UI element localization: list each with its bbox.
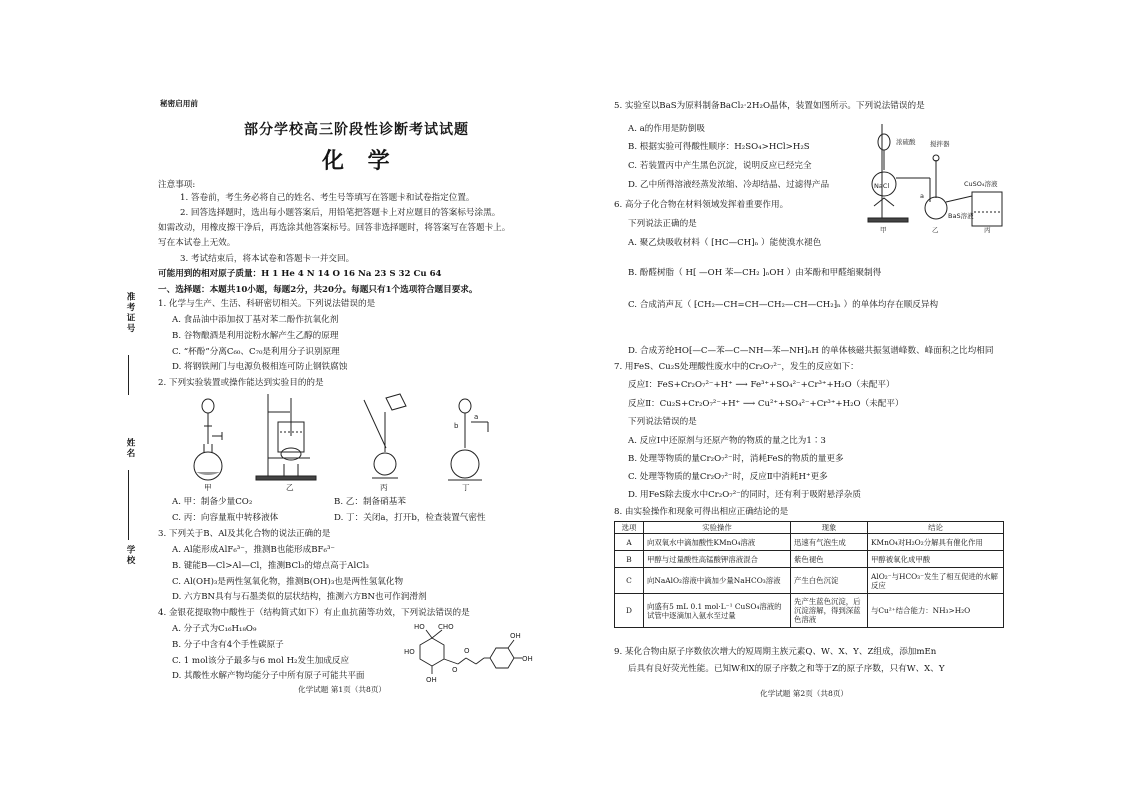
notice-line: 如需改动，用橡皮擦干净后，再选涂其他答案标号。回答非选择题时，将答案写在答题卡上。 (158, 223, 511, 233)
q1-option-b: B. 谷物酿酒是利用淀粉水解产生乙醇的原理 (172, 331, 339, 341)
table-row (615, 534, 1004, 551)
q2-apparatus-figure (160, 392, 500, 492)
subject-title: 化 学 (322, 148, 398, 174)
confidential-label: 秘密启用前 (160, 99, 198, 108)
table-cell: A (615, 534, 644, 551)
svg-text:a: a (474, 413, 479, 421)
q4-option-d: D. 其酸性水解产物均能分子中所有原子可能共平面 (172, 671, 365, 681)
struct-label: OH (510, 632, 521, 640)
q3-option-c: C. Al(OH)₃是两性氢氧化物，推测B(OH)₃也是两性氢氧化物 (172, 577, 404, 587)
cyclohexane-ring (420, 638, 444, 666)
exam-title: 部分学校高三阶段性诊断考试试题 (244, 122, 469, 138)
q9-line-1: 9. 某化合物由原子序数依次增大的短周期主族元素Q、W、X、Y、Z组成，添加mEn (614, 647, 937, 657)
table-row (615, 594, 1004, 628)
q8-stem: 8. 由实验操作和现象可得出相应正确结论的是 (614, 507, 789, 517)
q2-label-yi: 乙 (286, 483, 294, 492)
q7-reaction-1: 反应Ⅰ：FeS+Cr₂O₇²⁻+H⁺ ⟶ Fe³⁺+SO₄²⁻+Cr³⁺+H₂O（未配平） (628, 380, 895, 390)
binding-name-label: 姓名 (125, 438, 135, 459)
q1-option-d: D. 将钢铁闸门与电源负极相连可防止钢铁腐蚀 (172, 362, 348, 372)
q1-option-c: C. “杯酚”分离C₆₀、C₇₀是利用分子识别原理 (172, 347, 340, 357)
q3-option-b: B. 键能B—Cl>Al—Cl，推测BCl₃的熔点高于AlCl₃ (172, 561, 369, 571)
q4-option-c: C. 1 mol该分子最多与6 mol H₂发生加成反应 (172, 656, 350, 666)
notice-line: 1. 答卷前，考生务必将自己的姓名、考生号等填写在答题卡和试卷指定位置。 (180, 193, 475, 203)
binding-line (128, 470, 129, 540)
fig-label: 搅拌器 (930, 140, 950, 148)
table-cell: 甲醇被氧化成甲酸 (868, 551, 1004, 568)
fig-label: 甲 (880, 226, 887, 234)
table-row (615, 568, 1004, 594)
section-one-heading: 一、选择题：本题共10小题，每题2分，共20分。每题只有1个选项符合题目要求。 (158, 285, 478, 295)
page-1-footer: 化学试题 第1页（共8页） (298, 685, 387, 694)
struct-label: HO (414, 623, 425, 631)
fig-label: 浓硫酸 (896, 138, 916, 146)
fig-label: a (920, 192, 924, 200)
q4-stem: 4. 金银花提取物中酸性于（结构简式如下）有止血抗菌等功效，下列说法错误的是 (158, 608, 470, 618)
binding-line (128, 355, 129, 395)
table-cell: 向盛有5 mL 0.1 mol·L⁻¹ CuSO₄溶液的试管中逐滴加入氨水至过量 (644, 594, 791, 628)
fig-label: 丙 (984, 226, 991, 234)
q2-option-d: D. 丁：关闭a，打开b，检查装置气密性 (334, 513, 486, 523)
table-cell: D (615, 594, 644, 628)
q2-option-b: B. 乙：制备硝基苯 (334, 497, 406, 507)
q2-label-bing: 丙 (380, 483, 388, 492)
q6-option-c: C. 合成消声瓦（ ⁅CH₂—CH=CH—CH₂—CH—CH₂⁆ₙ ）的单体均存在顺反异构 (628, 300, 939, 310)
q1-stem: 1. 化学与生产、生活、科研密切相关。下列说法错误的是 (158, 299, 376, 309)
binding-school-label: 学校 (125, 545, 135, 566)
table-header: 结论 (868, 522, 1004, 534)
q1-option-a: A. 食品油中添加叔丁基对苯二酚作抗氧化剂 (172, 315, 339, 325)
q2-option-a: A. 甲：制备少量CO₂ (172, 497, 253, 507)
table-cell: 先产生蓝色沉淀，后沉淀溶解，得到深蓝色溶液 (791, 594, 868, 628)
apparatus-yi (256, 394, 316, 480)
table-cell: 与Cu²⁺结合能力：NH₃>H₂O (868, 594, 1004, 628)
table-cell: AlO₂⁻与HCO₃⁻发生了相互促进的水解反应 (868, 568, 1004, 594)
struct-label: HO (404, 648, 415, 656)
table-cell: KMnO₄对H₂O₂分解具有催化作用 (868, 534, 1004, 551)
atomic-masses: 可能用到的相对原子质量：H 1 He 4 N 14 O 16 Na 23 S 32 Cu 64 (158, 269, 442, 279)
q5-option-c: C. 若装置丙中产生黑色沉淀，说明反应已经完全 (628, 161, 812, 171)
fig-label: BaS溶液 (948, 212, 974, 220)
struct-label: O (452, 666, 458, 674)
struct-label: O (464, 647, 470, 655)
apparatus-ding (448, 399, 488, 480)
notice-line: 3. 考试结束后，将本试卷和答题卡一并交回。 (180, 254, 355, 264)
apparatus-jia (194, 399, 222, 480)
q2-label-ding: 丁 (462, 483, 470, 492)
q3-stem: 3. 下列关于B、Al及其化合物的说法正确的是 (158, 529, 331, 539)
q7-option-b: B. 处理等物质的量Cr₂O₇²⁻时，消耗FeS的物质的量更多 (628, 454, 844, 464)
q4-option-b: B. 分子中含有4个手性碳原子 (172, 640, 284, 650)
benzene-ring (490, 648, 514, 668)
binding-exam-number-label: 准考证号 (125, 292, 135, 334)
apparatus-bing (364, 394, 406, 478)
q6-option-b: B. 酚醛树脂（ H[ —OH 苯—CH₂ ]ₙOH ）由苯酚和甲醛缩聚制得 (628, 268, 882, 278)
table-cell: 迅速有气泡生成 (791, 534, 868, 551)
q6-stem-2: 下列说法正确的是 (628, 219, 697, 229)
table-cell: 紫色褪色 (791, 551, 868, 568)
page-2-footer: 化学试题 第2页（共8页） (760, 689, 849, 698)
q9-line-2: 后具有良好荧光性能。已知W和X的原子序数之和等于Z的原子序数，只有W、X、Y (628, 664, 945, 674)
chlorogenic-acid-structure (392, 622, 532, 684)
table-header-row (615, 522, 1004, 534)
q5-option-d: D. 乙中所得溶液经蒸发浓缩、冷却结晶、过滤得产品 (628, 180, 830, 190)
table-row (615, 551, 1004, 568)
table-cell: 产生白色沉淀 (791, 568, 868, 594)
fig-label: CuSO₄溶液 (964, 180, 998, 188)
q2-option-c: C. 丙：向容量瓶中转移液体 (172, 513, 279, 523)
q7-reaction-2: 反应Ⅱ：Cu₂S+Cr₂O₇²⁻+H⁺ ⟶ Cu²⁺+SO₄²⁻+Cr³⁺+H₂O（未配平） (628, 399, 904, 409)
table-cell: B (615, 551, 644, 568)
table-cell: 向NaAlO₂溶液中滴加少量NaHCO₃溶液 (644, 568, 791, 594)
q2-label-jia: 甲 (204, 483, 212, 492)
q6-option-d: D. 合成芳纶HO⁅—C—苯—C—NH—苯—NH⁆ₙH 的单体核磁共振氢谱峰数、峰面积之比均相同 (628, 346, 994, 356)
notice-line: 2. 回答选择题时，选出每小题答案后，用铅笔把答题卡上对应题目的答案标号涂黑。 (180, 208, 501, 218)
q7-sub-stem: 下列说法错误的是 (628, 417, 697, 427)
struct-label: OH (522, 655, 533, 663)
q5-option-a: A. a的作用是防倒吸 (628, 124, 705, 134)
q2-stem: 2. 下列实验装置或操作能达到实验目的的是 (158, 378, 324, 388)
q5-apparatus-figure (860, 120, 1018, 232)
struct-label: OH (426, 676, 437, 684)
q7-option-d: D. 用FeS除去废水中Cr₂O₇²⁻的同时，还有利于吸附悬浮杂质 (628, 490, 861, 500)
struct-label: CHO (438, 623, 454, 631)
q6-option-a: A. 聚乙炔吸收材料（ [HC—CH]ₙ ）能使溴水褪色 (628, 238, 822, 248)
table-header: 实验操作 (644, 522, 791, 534)
table-cell: 向双氧水中滴加酸性KMnO₄溶液 (644, 534, 791, 551)
q4-option-a: A. 分子式为C₁₆H₁₈O₉ (172, 624, 257, 634)
notice-line: 写在本试卷上无效。 (158, 238, 236, 248)
q8-experiment-table (614, 521, 1004, 628)
q3-option-a: A. Al能形成AlF₆³⁻，推测B也能形成BF₆³⁻ (172, 545, 335, 555)
q7-stem: 7. 用FeS、Cu₂S处理酸性废水中的Cr₂O₇²⁻，发生的反应如下： (614, 362, 859, 372)
table-cell: C (615, 568, 644, 594)
q7-option-a: A. 反应Ⅰ中还原剂与还原产物的物质的量之比为1∶3 (628, 436, 826, 446)
table-cell: 甲醇与过量酸性高锰酸钾溶液混合 (644, 551, 791, 568)
fig-label: NaCl (874, 182, 890, 190)
q7-option-c: C. 处理等物质的量Cr₂O₇²⁻时，反应Ⅱ中消耗H⁺更多 (628, 472, 828, 482)
q5-stem: 5. 实验室以BaS为原料制备BaCl₂·2H₂O晶体，装置如图所示。下列说法错误的是 (614, 101, 925, 111)
q5-option-b: B. 根据实验可得酸性顺序：H₂SO₄>HCl>H₂S (628, 142, 810, 152)
table-header: 选项 (615, 522, 644, 534)
fig-label: 乙 (932, 226, 939, 234)
q3-option-d: D. 六方BN具有与石墨类似的层状结构，推测六方BN也可作润滑剂 (172, 592, 427, 602)
svg-text:b: b (454, 422, 459, 430)
q6-stem: 6. 高分子化合物在材料领域发挥着重要作用。 (614, 200, 789, 210)
notice-heading: 注意事项: (158, 180, 196, 190)
table-header: 现象 (791, 522, 868, 534)
